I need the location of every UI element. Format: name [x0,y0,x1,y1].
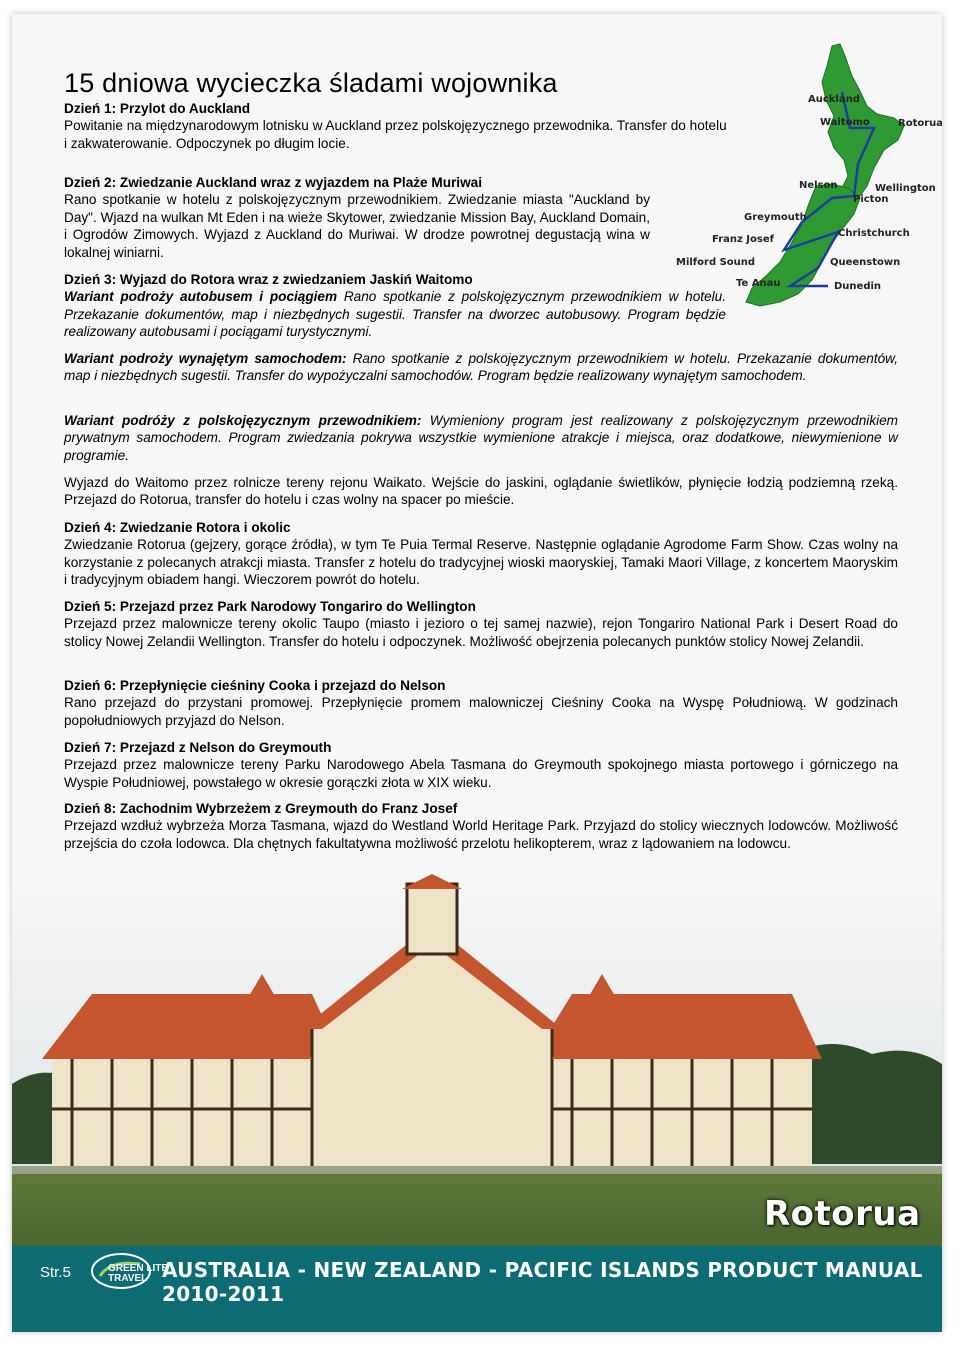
day-3-variant-1 [64,288,726,340]
day-3-waitomo-section [64,474,898,509]
variant-3-text: Wymieniony program jest realizowany z polskojęzycznym przewodnikiem prywatnym samochodem. Program zwiedzania pokrywa wszystkie wymienione atrakcje i miejsca, oraz dodatkowe, niewymienione w programie. [64,413,898,463]
map-label-te-anau: Te Anau [736,278,781,289]
map-label-milford-sound: Milford Sound [676,257,756,268]
day-5-text: Przejazd przez malownicze tereny okolic Taupo (miasto i jezioro o tej samej nazwie), rejon Tongariro National Park i Desert Road do stolicy Nowej Zelandii Wellington. Transfer do hotelu i odpoczynek. Możliwość obejrzenia polecanych punktów stolicy Nowej Zelandii. [64,616,898,649]
variant-3-label: Wariant podróży z polskojęzycznym przewodnikiem: [64,413,422,428]
day-3-variant-2-section [64,350,898,385]
day-3-waitomo-text: Wyjazd do Waitomo przez rolnicze tereny rejonu Waikato. Wejście do jaskini, oglądanie świetlików, płynięcie łodzią podziemną rzeką. Przejazd do Rotorua, transfer do hotelu i czas wolny na spacer po mieście. [64,475,898,508]
page-number: Str.5 [40,1264,71,1281]
map-label-greymouth: Greymouth [744,212,807,223]
banner-title: AUSTRALIA - NEW ZEALAND - PACIFIC ISLANDS PRODUCT MANUAL 2010-2011 [162,1258,923,1306]
day-1-section [64,100,794,152]
day-6-title: Dzień 6: Przepłynięcie cieśniny Cooka i przejazd do Nelson [64,678,446,693]
map-label-picton: Picton [853,194,889,205]
central-tower [407,884,457,954]
photo-caption: Rotorua [764,1194,921,1234]
day-7-title: Dzień 7: Przejazd z Nelson do Greymouth [64,740,332,755]
map-label-dunedin: Dunedin [834,281,882,292]
map-label-nelson: Nelson [799,180,838,191]
map-label-auckland: Auckland [808,94,860,105]
trees-right [792,1044,942,1164]
map-label-queenstown: Queenstown [830,257,901,268]
day-5-section [64,598,898,650]
day-2-text: Rano spotkanie w hotelu z polskojęzycznym przewodnikiem. Zwiedzanie miasta "Auckland by Day". Wjazd na wulkan Mt Eden i na wieże Skytower, zwiedzanie Mission Bay, Auckland Domain, i Ogrodów Zimowych. Wyjazd z Auckland do Muriwai. W drodze powrotnej degustacją wina w lokalnej winiarni. [64,192,650,260]
day-3-section [64,271,726,341]
path [12,1166,942,1174]
day-3-title: Dzień 3: Wyjazd do Rotora wraz z zwiedzaniem Jaskiń Waitomo [64,272,473,287]
day-4-title: Dzień 4: Zwiedzanie Rotora i okolic [64,520,291,535]
day-7-section [64,739,898,791]
day-8-title: Dzień 8: Zachodnim Wybrzeżem z Greymouth do Franz Josef [64,801,458,816]
day-4-section [64,519,898,589]
map-label-rotorua: Rotorua [898,118,944,129]
variant-1-label: Wariant podroży autobusem i pociągiem [64,289,338,305]
map-label-franz-josef: Franz Josef [712,234,774,245]
day-3-variant-2 [64,350,898,385]
logo-text: GREEN LITE TRAVEL [108,1263,169,1284]
map-label-christchurch: Christchurch [838,228,910,239]
document-sheet [12,14,942,1332]
day-2-section [64,174,650,261]
day-4-text: Zwiedzanie Rotorua (gejzery, gorące źródła), w tym Te Puia Termal Reserve. Następnie oglądanie Agrodome Farm Show. Czas wolny na korzystanie z polecanych atrakcji miasta. Transfer z hotelu do tradycyjnej wioski maoryskiej, Tamaki Maori Village, z koncertem Maoryskim i tradycyjnym obiadem hangi. Wieczorem powrót do hotelu. [64,537,898,588]
day-1-line-2: i zakwaterowanie. Odpoczynek po długim locie. [64,135,350,151]
day-8-text: Przejazd wzdłuż wybrzeża Morza Tasmana, wjazd do Westland World Heritage Park. Przyjazd do stolicy wiecznych lodowców. Możliwość przejścia do czoła lodowca. Dla chętnych fakultatywna możliwość przelotu helikopterem, wraz z lądowaniem na lodowcu. [64,818,898,851]
variant-1-text: Rano spotkanie z polskojęzycznym przewodnikiem w hotelu. Przekazanie dokumentów, map i niezbędnych sugestii. Transfer na dworzec autobusowy. Program będzie realizowany autobusami i pociągami turystycznymi. [64,289,726,340]
page-title: 15 dniowa wycieczka śladami wojownika [64,68,558,98]
day-1-line-1: Powitanie na międzynarodowym lotnisku w Auckland przez polskojęzycznego przewodnika. Transfer do hotelu [64,118,727,134]
footer-banner [12,1246,942,1332]
day-1-title: Dzień 1: Przylot do Auckland [64,101,251,116]
variant-2-text: Rano spotkanie z polskojęzycznym przewodnikiem w hotelu. Przekazanie dokumentów, map i niezbędnych sugestii. Transfer do wypożyczalni samochodów. Program będzie realizowany wynajętym samochodem. [64,351,899,384]
day-3-variant-3-section [64,412,898,464]
day-6-text: Rano przejazd do przystani promowej. Przepłynięcie promem malowniczej Cieśniny Cooka na Wyspę Południową. W godzinach popołudniowych przyjazd do Nelson. [64,695,898,728]
map-label-wellington: Wellington [875,183,936,194]
day-6-section [64,677,898,729]
day-5-title: Dzień 5: Przejazd przez Park Narodowy Tongariro do Wellington [64,599,476,614]
day-7-text: Przejazd przez malownicze tereny Parku Narodowego Abela Tasmana do Greymouth spokojnego miasta portowego i górniczego na Wyspie Południowej, powstałego w okresie gorączki złota w XIX wieku. [64,757,898,790]
day-3-variant-3 [64,412,898,464]
day-8-section [64,800,898,852]
day-2-title: Dzień 2: Zwiedzanie Auckland wraz z wyjazdem na Plaże Muriwai [64,175,482,190]
map-label-waitomo: Waitomo [820,117,870,128]
variant-2-label: Wariant podroży wynajętym samochodem: [64,351,347,366]
